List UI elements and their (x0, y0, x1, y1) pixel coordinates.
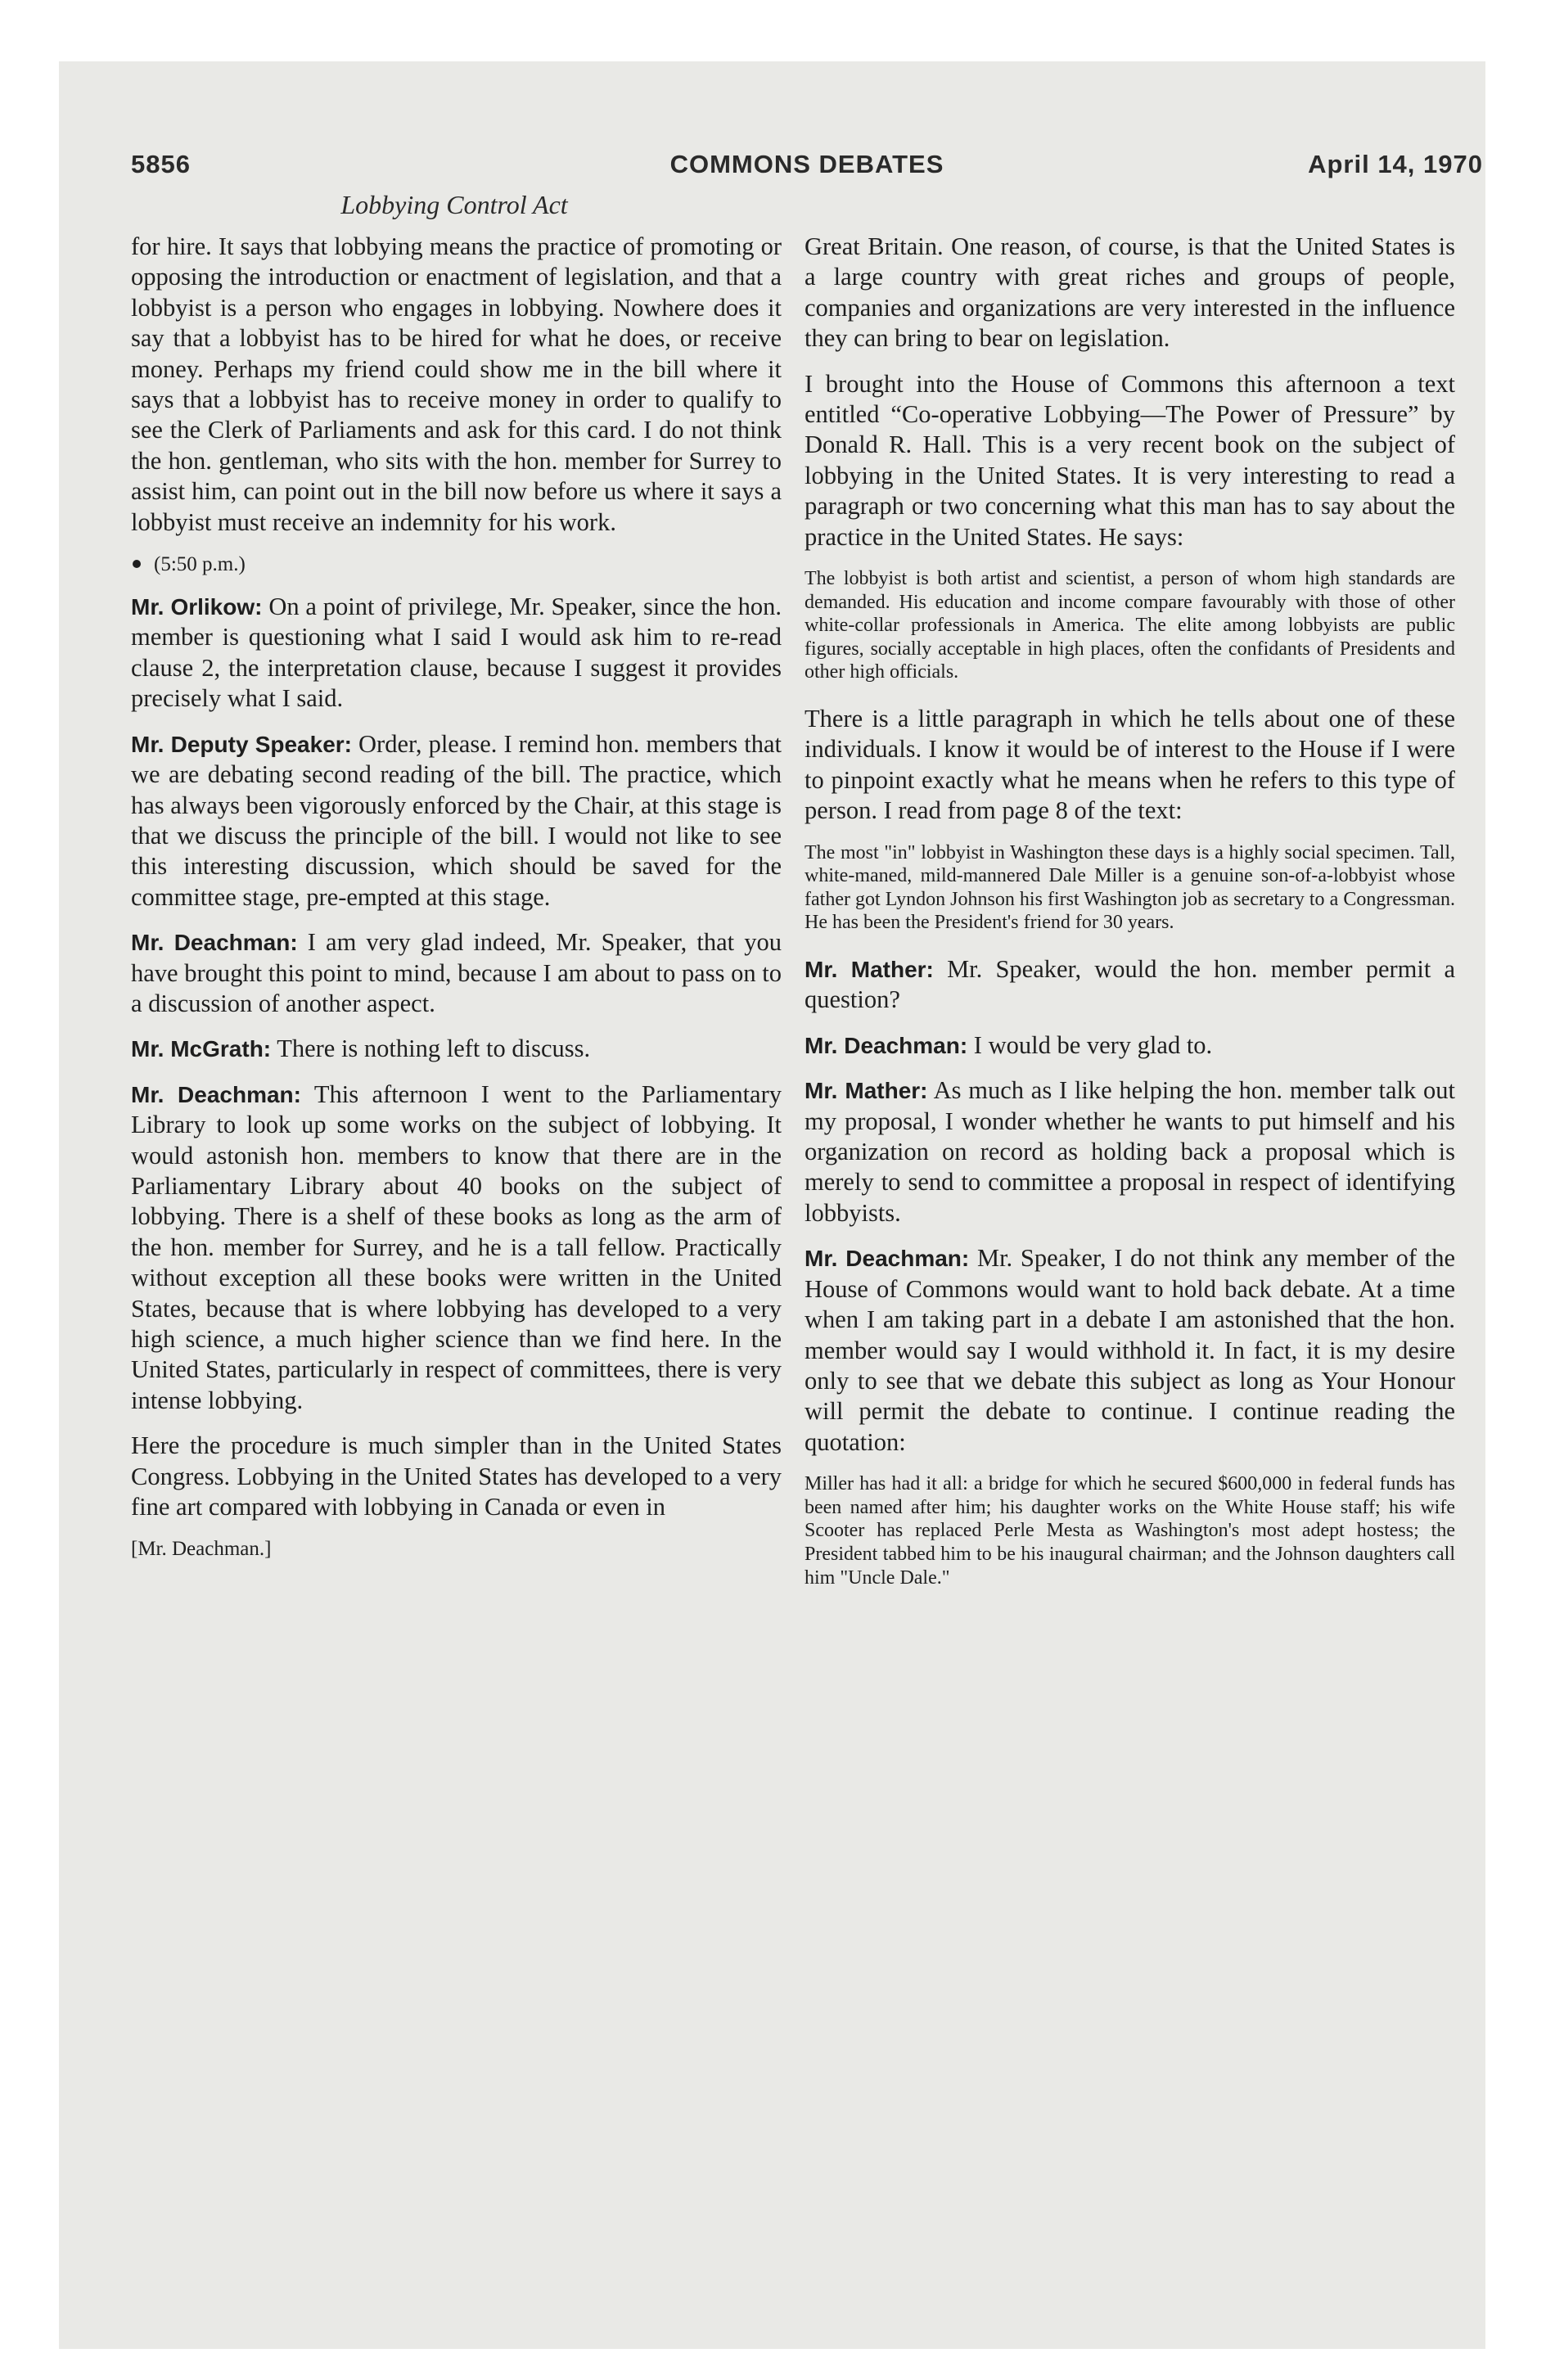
paragraph: for hire. It says that lobbying means the practice of promoting or opposing the introduction or enactment of legislation, and that a lobbyist is a person who engages in lobbying. Nowhere does it say that a lobbyist has to be hired for what he does, or receive money. Perhaps my friend could show me in the bill where it says that a lobbyist has to receive money in order to qualify to see the Clerk of Parliaments and ask for this card. I do not think the hon. gentleman, who sits with the hon. member for Surrey to assist him, can point out in the bill now before us where it says a lobbyist must receive an indemnity for his work. (131, 232, 782, 536)
left-column (131, 232, 782, 1576)
bullet-icon (133, 560, 141, 568)
speech (805, 1075, 1455, 1228)
speech (131, 729, 782, 913)
speaker-name: Mr. Deputy Speaker: (131, 731, 352, 757)
speech-text: On a point of privilege, Mr. Speaker, since the hon. member is questioning what I said I would ask him to re-read clause 2, the interpretation clause, because I suggest it provides precisely what I said. (131, 593, 782, 713)
speech (805, 954, 1455, 1016)
speaker-name: Mr. Mather: (805, 1078, 928, 1104)
speaker-name: Mr. Orlikow: (131, 594, 263, 620)
speech (131, 592, 782, 714)
paragraph: Here the procedure is much simpler than in the United States Congress. Lobbying in the United States has developed to a very fine art compared with lobbying in Canada or even in (131, 1431, 782, 1521)
block-quote: Miller has had it all: a bridge for which he secured $600,000 in federal funds has been named after him; his daughter works on the White House staff; his wife Scooter has replaced Perle Mesta as Washington's most adept hostess; the President tabbed him to be his inaugural chairman; and the Johnson daughters call him "Uncle Dale." (805, 1473, 1455, 1589)
speaker-name: Mr. McGrath: (131, 1036, 272, 1062)
speaker-attribution: [Mr. Deachman.] (131, 1538, 272, 1561)
speech-text: Order, please. I remind hon. members that we are debating second reading of the bill. The practice, which has always been vigorously enforced by the Chair, at this stage is that we discuss the principle of the bill. I would not like to see this interesting discussion, which should be saved for the committee stage, pre-empted at this stage. (131, 729, 782, 911)
time-text: (5:50 p.m.) (154, 553, 246, 576)
speech-text: There is nothing left to discuss. (277, 1034, 591, 1063)
speech-text: Mr. Speaker, would the hon. member permit a question? (805, 955, 1456, 1014)
section-subject: Lobbying Control Act (340, 190, 568, 219)
speaker-name: Mr. Deachman: (805, 1032, 968, 1058)
speech-text: As much as I like helping the hon. member talk out my proposal, I wonder whether he wants to put himself and his organization on record as holding back a proposal which is merely to send to committee a proposal in respect of identifying lobbyists. (805, 1076, 1455, 1227)
paragraph: Great Britain. One reason, of course, is that the United States is a large country with great riches and groups of people, companies and organizations are very interested in the influence they can bring to bear on legislation. (805, 232, 1455, 353)
speaker-name: Mr. Deachman: (805, 1246, 970, 1272)
issue-date: April 14, 1970 (1308, 150, 1483, 178)
speech (131, 927, 782, 1019)
speech-text: I would be very glad to. (973, 1030, 1213, 1059)
page-number: 5856 (131, 150, 191, 178)
paragraph: I brought into the House of Commons this afternoon a text entitled “Co-operative Lobbying—The Power of Pressure” by Donald R. Hall. This is a very recent book on the subject of lobbying in the United States. It is very interesting to read a paragraph or two concerning what this man has to say about the practice in the United States. He says: (805, 369, 1455, 551)
time-stamp (131, 552, 782, 577)
paragraph: There is a little paragraph in which he tells about one of these individuals. I know it would be of interest to the House if I were to pinpoint exactly what he means when he refers to this type of person. I read from page 8 of the text: (805, 705, 1455, 825)
speech-text: I am very glad indeed, Mr. Speaker, that you have brought this point to mind, because I am about to pass on to a discussion of another aspect. (131, 928, 782, 1017)
running-header (131, 150, 1483, 189)
speaker-name: Mr. Mather: (805, 957, 934, 983)
right-column (805, 232, 1455, 1609)
speech (805, 1030, 1455, 1061)
speech (131, 1034, 782, 1064)
speaker-name: Mr. Deachman: (131, 1081, 301, 1107)
speech (131, 1080, 782, 1416)
block-quote: The most "in" lobbyist in Washington these days is a highly social specimen. Tall, white-maned, mild-mannered Dale Miller is a genuine son-of-a-lobbyist whose father got Lyndon Johnson his first Washington job as secretary to a Congressman. He has been the President's friend for 30 years. (805, 841, 1455, 934)
speaker-name: Mr. Deachman: (131, 930, 298, 956)
block-quote: The lobbyist is both artist and scientist, a person of whom high standards are demanded. His education and income compare favourably with those of other white-collar professionals in America. The elite among lobbyists are public figures, socially acceptable in high places, often the confidants of Presidents and other high officials. (805, 568, 1455, 683)
speech-text: This afternoon I went to the Parliamentary Library to look up some works on the subject of lobbying. It would astonish hon. members to know that there are in the Parliamentary Library about 40 books on the subject of lobbying. There is a shelf of these books as long as the arm of the hon. member for Surrey, and he is a tall fellow. Practically without exception all these books were written in the United States, because that is where lobbying has developed to a very high science, a much higher science than we find here. In the United States, particularly in respect of committees, there is very intense lobbying. (131, 1080, 782, 1414)
speech-text: Mr. Speaker, I do not think any member of the House of Commons would want to hold back debate. At a time when I am taking part in a debate I am astonished that the hon. member would say I would withhold it. In fact, it is my desire only to see that we debate this subject as long as Your Honour will permit the debate to continue. I continue reading the quotation: (805, 1244, 1456, 1456)
journal-title: COMMONS DEBATES (669, 150, 944, 178)
speech (805, 1243, 1455, 1458)
